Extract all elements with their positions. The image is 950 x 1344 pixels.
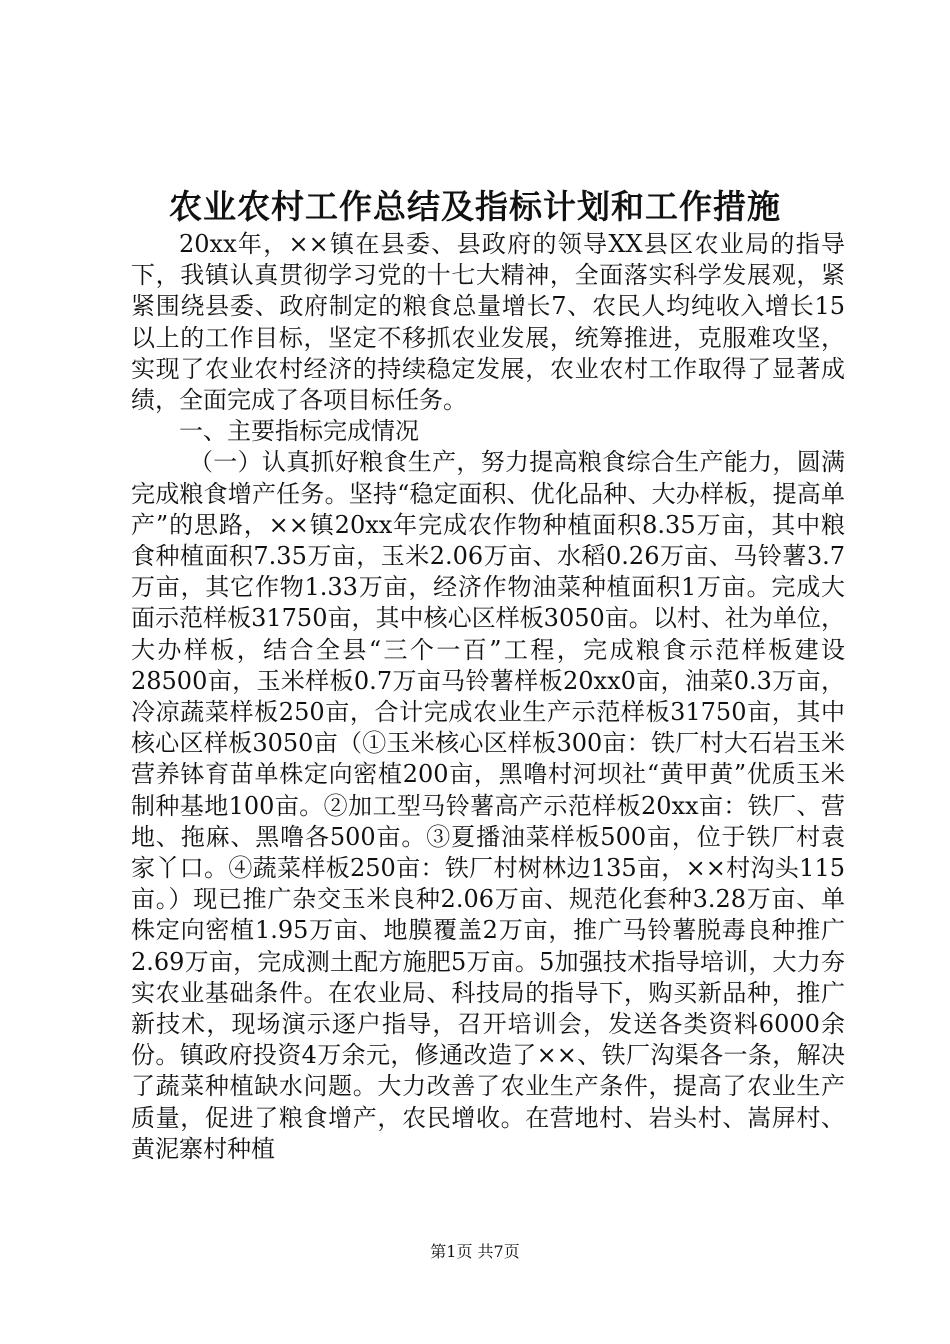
paragraph-intro: 20xx年，××镇在县委、县政府的领导XX县区农业局的指导下，我镇认真贯彻学习党的十七大精神，全面落实科学发展观，紧紧围绕县委、政府制定的粮食总量增长7、农民人均纯收入增长15以上的工作目标，坚定不移抓农业发展，统筹推进，克服难攻坚，实现了农业农村经济的持续稳定发展，农业农村工作取得了显著成绩，全面完成了各项目标任务。 bbox=[131, 230, 845, 415]
document-body bbox=[131, 229, 845, 1165]
page-footer: 第1页 共7页 bbox=[430, 1242, 520, 1261]
document-title: 农业农村工作总结及指标计划和工作措施 bbox=[169, 187, 781, 226]
section-heading-main-indicators: 一、主要指标完成情况 bbox=[179, 417, 419, 446]
paragraph-grain-production: （一）认真抓好粮食生产，努力提高粮食综合生产能力，圆满完成粮食增产任务。坚持“稳定面积、优化品种、大办样板，提高单产”的思路，××镇20xx年完成农作物种植面积8.35万亩，其中粮食种植面积7.35万亩，玉米2.06万亩、水稻0.26万亩、马铃薯3.7万亩，其它作物1.33万亩，经济作物油菜种植面积1万亩。完成大面示范样板31750亩，其中核心区样板3050亩。以村、社为单位，大办样板，结合全县“三个一百”工程，完成粮食示范样板建设28500亩，玉米样板0.7万亩马铃薯样板20xx0亩，油菜0.3万亩，冷凉蔬菜样板250亩，合计完成农业生产示范样板31750亩，其中核心区样板3050亩（①玉米核心区样板300亩：铁厂村大石岩玉米营养钵育苗单株定向密植200亩，黑噜村河坝社“黄甲黄”优质玉米制种基地100亩。②加工型马铃薯高产示范样板20xx亩：铁厂、营地、拖麻、黑噜各500亩。③夏播油菜样板500亩，位于铁厂村袁家丫口。④蔬菜样板250亩：铁厂村树林边135亩，××村沟头115亩。）现已推广杂交玉米良种2.06万亩、规范化套种3.28万亩、单株定向密植1.95万亩、地膜覆盖2万亩，推广马铃薯脱毒良种推广2.69万亩，完成测土配方施肥5万亩。5加强技术指导培训，大力夯实农业基础条件。在农业局、科技局的指导下，购买新品种，推广新技术，现场演示逐户指导，召开培训会，发送各类资料6000余份。镇政府投资4万余元，修通改造了××、铁厂沟渠各一条，解决了蔬菜种植缺水问题。大力改善了农业生产条件，提高了农业生产质量，促进了粮食增产，农民增收。在营地村、岩头村、嵩屏村、黄泥寨村种植 bbox=[131, 448, 845, 1163]
